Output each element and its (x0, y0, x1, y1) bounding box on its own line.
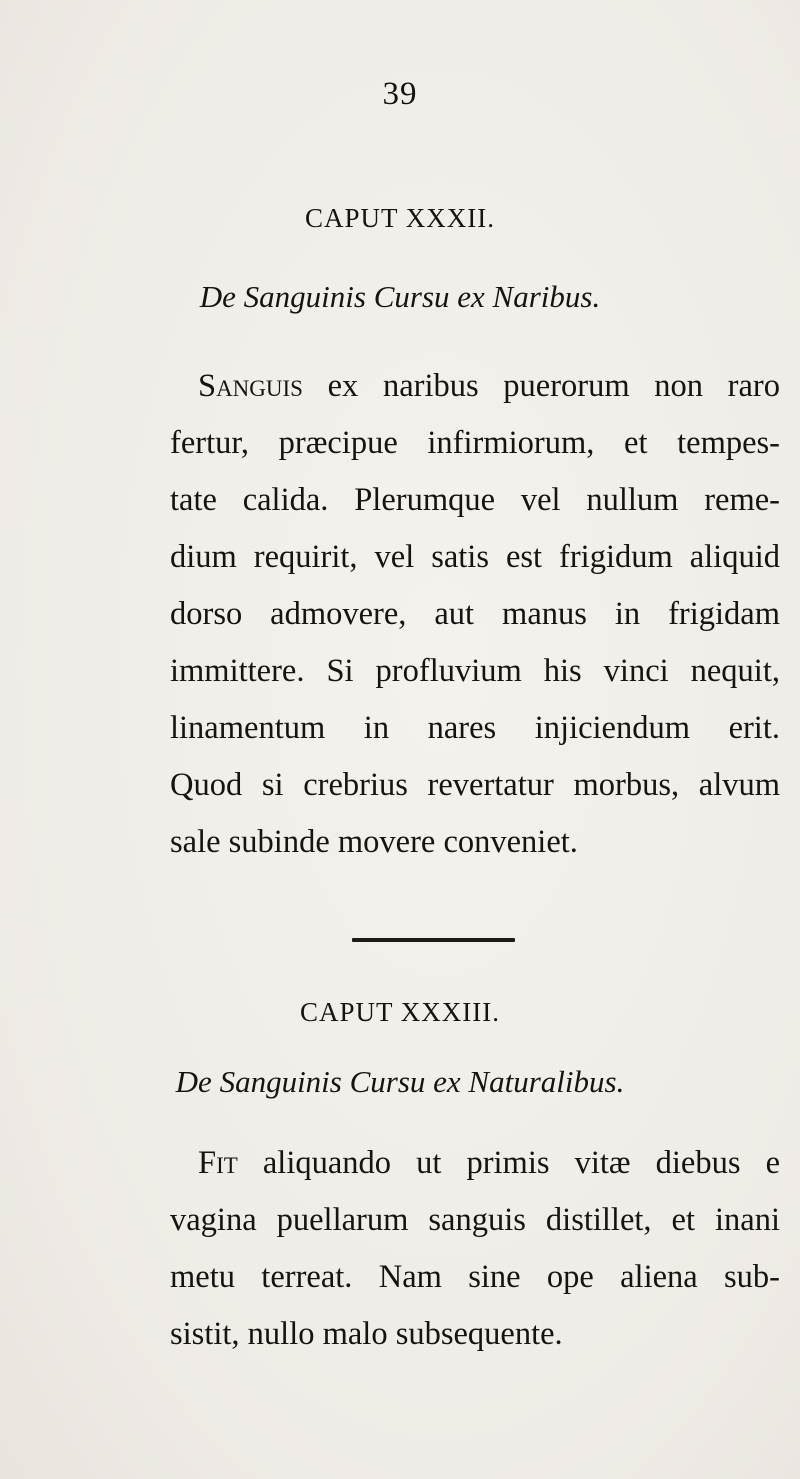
chapter-title: De Sanguinis Cursu ex Naribus. (199, 279, 601, 314)
paragraph-line: vagina puellarum sanguis distillet, et inani (170, 1202, 780, 1238)
paragraph-line: metu terreat. Nam sine ope aliena sub- (170, 1259, 780, 1295)
lead-word: Sanguis (198, 368, 303, 404)
paragraph-line: fertur, præcipue infirmiorum, et tempes- (170, 425, 780, 461)
paragraph-line: immittere. Si profluvium his vinci nequit, (170, 653, 780, 689)
chapter-paragraph (170, 358, 780, 871)
paragraph-line: sistit, nullo malo subsequente. (170, 1316, 563, 1352)
paragraph-line: Fit aliquando ut primis vitæ diebus e (198, 1145, 780, 1181)
lead-word: Fit (198, 1145, 238, 1181)
paragraph-line: Quod si crebrius revertatur morbus, alvum (170, 767, 780, 803)
section-divider (352, 938, 515, 942)
chapter-heading: CAPUT XXXIII. (300, 997, 500, 1027)
paragraph-line: sale subinde movere conveniet. (170, 824, 578, 860)
paragraph-line: dium requirit, vel satis est frigidum aliquid (170, 539, 780, 575)
paragraph-line: dorso admovere, aut manus in frigidam (170, 596, 780, 632)
paragraph-line: tate calida. Plerumque vel nullum reme- (170, 482, 780, 518)
chapter-paragraph (170, 1135, 780, 1363)
chapter-title: De Sanguinis Cursu ex Naturalibus. (175, 1064, 625, 1099)
paragraph-line: Sanguis ex naribus puerorum non raro (198, 368, 780, 404)
page-number: 39 (382, 76, 418, 112)
chapter-heading: CAPUT XXXII. (304, 203, 495, 233)
paragraph-line: linamentum in nares injiciendum erit. (170, 710, 780, 746)
